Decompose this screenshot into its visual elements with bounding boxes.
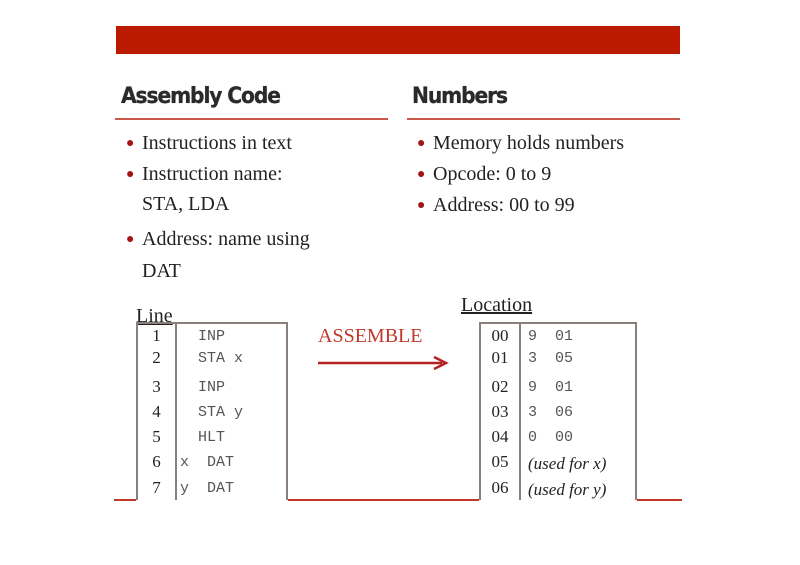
bullet-item (122, 128, 310, 159)
numbers-underline (407, 118, 680, 120)
numbers-bullets (413, 128, 624, 221)
line-column-label: Line (136, 305, 173, 327)
numbers-heading: Numbers (412, 84, 507, 109)
table-row (481, 478, 635, 502)
line-number: 6 (152, 452, 161, 471)
line-number: 4 (152, 402, 161, 421)
bullet-item (413, 159, 624, 190)
bottom-rule (637, 499, 682, 501)
location-number: 01 (491, 348, 509, 367)
table-row (138, 377, 286, 401)
location-number: 03 (491, 402, 509, 421)
bullet-icon: ● (126, 136, 135, 151)
line-number: 5 (152, 427, 161, 446)
location-value: 9 01 (528, 328, 574, 345)
assembly-code-heading: Assembly Code (121, 84, 280, 109)
bottom-rule (114, 499, 136, 501)
line-number: 1 (152, 326, 161, 345)
bullet-text: Memory holds numbers (433, 132, 625, 154)
bullet-item (122, 224, 310, 288)
line-number: 3 (152, 377, 161, 396)
line-value: y DAT (180, 480, 235, 497)
bullet-item (413, 190, 624, 221)
table-row (481, 427, 635, 451)
bullet-icon: ● (417, 136, 426, 151)
bullet-continuation: STA, LDA (142, 193, 230, 215)
bullet-icon: ● (126, 167, 135, 182)
table-row (138, 326, 286, 350)
line-number: 7 (152, 478, 161, 497)
location-number: 05 (491, 452, 509, 471)
table-row (481, 377, 635, 401)
bottom-rule (288, 499, 479, 501)
table-row (138, 427, 286, 451)
line-number: 2 (152, 348, 161, 367)
line-value: STA x (180, 350, 244, 367)
location-value: 0 00 (528, 429, 574, 446)
bullet-text: Instructions in text (142, 132, 292, 154)
table-row (138, 452, 286, 476)
table-row (481, 348, 635, 372)
bullet-text: Address: 00 to 99 (433, 194, 575, 216)
table-row (481, 326, 635, 350)
table-row (138, 402, 286, 426)
assembly-code-bullets (122, 128, 310, 288)
title-bar (116, 26, 680, 54)
line-value: STA y (180, 404, 244, 421)
table-row (481, 452, 635, 476)
table-row (138, 478, 286, 502)
assembly-table (136, 322, 288, 500)
location-value: (used for x) (528, 454, 607, 473)
location-number: 04 (491, 427, 509, 446)
location-number: 00 (491, 326, 509, 345)
bullet-item (122, 159, 310, 218)
location-value: 3 05 (528, 350, 574, 367)
line-value: INP (180, 379, 226, 396)
bullet-icon: ● (126, 232, 135, 247)
bullet-item (413, 128, 624, 159)
location-value: (used for y) (528, 480, 607, 499)
bullet-icon: ● (417, 167, 426, 182)
location-column-label: Location (461, 294, 533, 316)
bullet-icon: ● (417, 198, 426, 213)
line-value: HLT (180, 429, 226, 446)
assemble-label: ASSEMBLE (318, 325, 423, 347)
table-row (138, 348, 286, 372)
location-value: 9 01 (528, 379, 574, 396)
line-value: x DAT (180, 454, 235, 471)
line-value: INP (180, 328, 226, 345)
bullet-text: Instruction name: (142, 163, 283, 185)
bullet-text: Address: name using (142, 228, 310, 250)
bullet-text: Opcode: 0 to 9 (433, 163, 552, 185)
location-number: 06 (491, 478, 509, 497)
location-number: 02 (491, 377, 509, 396)
table-row (481, 402, 635, 426)
location-value: 3 06 (528, 404, 574, 421)
assembly-code-underline (115, 118, 388, 120)
memory-table (479, 322, 637, 500)
arrow-right-icon (318, 355, 450, 371)
bullet-continuation: DAT (142, 260, 181, 282)
